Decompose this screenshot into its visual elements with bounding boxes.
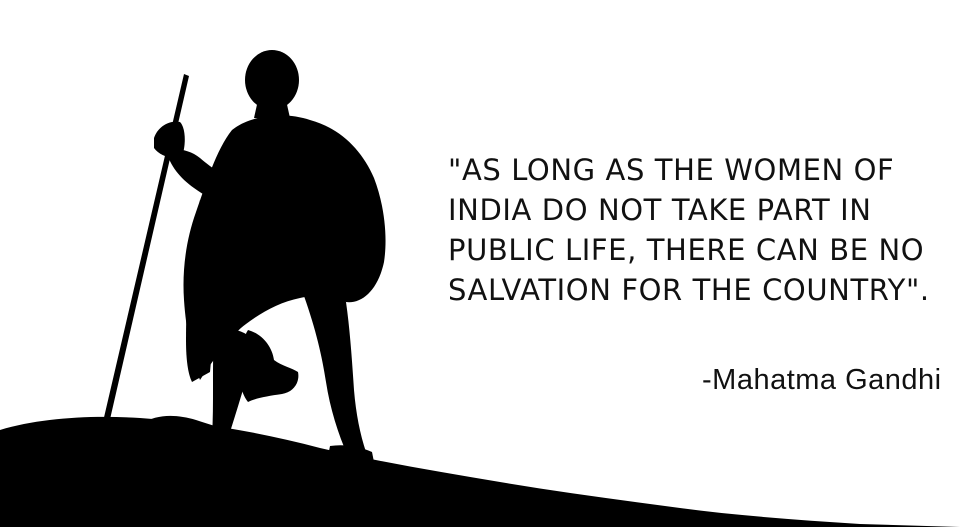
quote-line-1: "AS LONG AS THE WOMEN OF [448, 153, 895, 187]
quote-line-4: SALVATION FOR THE COUNTRY". [448, 273, 930, 307]
quote-attribution: -Mahatma Gandhi [702, 364, 942, 396]
neck [254, 100, 290, 118]
hill-shape [0, 417, 960, 527]
quote-line-2: INDIA DO NOT TAKE PART IN [448, 193, 872, 227]
lifted-leg [239, 330, 298, 402]
quote-text [448, 150, 948, 310]
front-leg [304, 294, 366, 456]
shawl-flap [186, 200, 215, 382]
quote-line-3: PUBLIC LIFE, THERE CAN BE NO [448, 233, 925, 267]
